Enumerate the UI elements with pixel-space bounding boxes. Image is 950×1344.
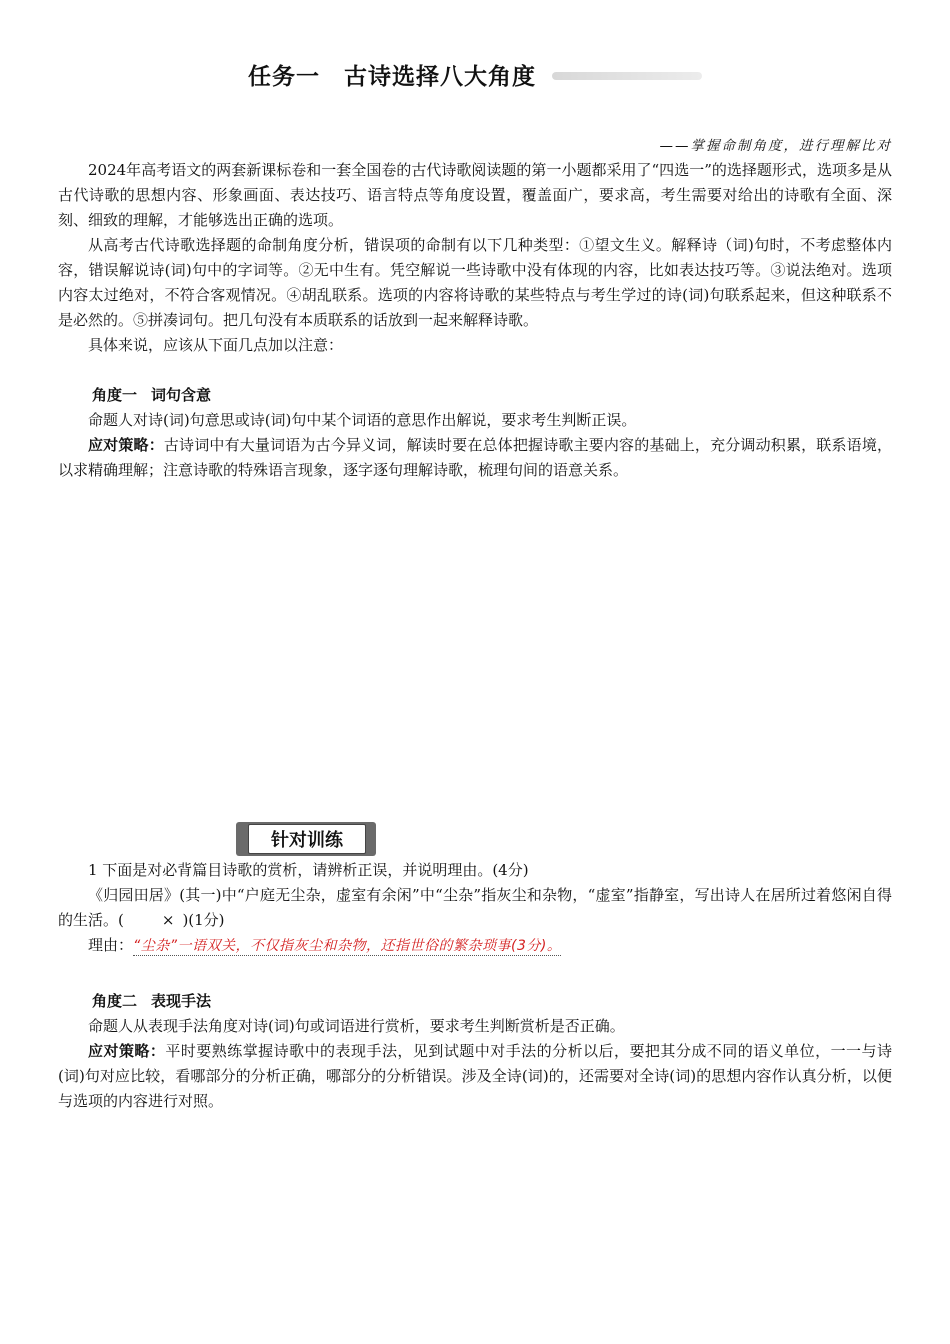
intro-paragraph-1: 2024年高考语文的两套新课标卷和一套全国卷的古代诗歌阅读题的第一小题都采用了“四选一”的选择题形式，选项多是从古代诗歌的思想内容、形象画面、表达技巧、语言特点等角度设置，覆盖面广，要求高，考生需要对给出的诗歌有全面、深刻、细致的理解，才能够选出正确的选项。: [58, 161, 892, 229]
angle1-strategy-label: 应对策略：: [88, 436, 164, 454]
practice-question: 1 下面是对必背篇目诗歌的赏析，请辨析正误，并说明理由。(4分): [88, 861, 529, 879]
practice-section: [58, 858, 892, 959]
page-title-wrap: [248, 58, 536, 94]
practice-statement: [58, 883, 892, 933]
angle1-heading: [92, 384, 211, 405]
page-subtitle: ——掌握命制角度，进行理解比对: [659, 138, 892, 154]
angle1-label: 角度一: [92, 386, 138, 404]
angle1-strategy-text: 古诗词中有大量词语为古今异义词，解读时要在总体把握诗歌主要内容的基础上，充分调动积累，联系语境，以求精确理解；注意诗歌的特殊语言现象，逐字逐句理解诗歌，梳理句间的语意关系。: [58, 436, 892, 479]
practice-badge-label: 针对训练: [248, 824, 366, 854]
title-decoration-bar: [552, 72, 702, 80]
intro-paragraph-3: 具体来说，应该从下面几点加以注意：: [88, 336, 344, 354]
angle2-name: 表现手法: [151, 992, 212, 1010]
practice-reason-label: 理由：: [88, 936, 134, 954]
practice-reason-answer: “尘杂”一语双关，不仅指灰尘和杂物，还指世俗的繁杂琐事(3分)。: [133, 938, 562, 954]
angle2-label: 角度二: [92, 992, 138, 1010]
angle1-name: 词句含意: [151, 386, 212, 404]
angle1-body: [58, 408, 892, 483]
practice-score: )(1分): [182, 911, 225, 929]
page-title: 任务一 古诗选择八大角度: [248, 64, 536, 90]
angle2-body: [58, 1014, 892, 1114]
angle2-heading: [92, 990, 211, 1011]
intro-paragraph-2: 从高考古代诗歌选择题的命制角度分析，错误项的命制有以下几种类型：①望文生义。解释诗（词)句时，不考虑整体内容，错误解说诗(词)句中的字词等。②无中生有。凭空解说一些诗歌中没有体现的内容，比如表达技巧等。③说法绝对。选项内容太过绝对，不符合客观情况。④胡乱联系。选项的内容将诗歌的某些特点与考生学过的诗(词)句联系起来，但这种联系不是必然的。⑤拼凑词句。把几句没有本质联系的话放到一起来解释诗歌。: [58, 236, 892, 329]
angle2-desc: 命题人从表现手法角度对诗(词)句或词语进行赏析，要求考生判断赏析是否正确。: [88, 1017, 625, 1035]
practice-mark: ×: [161, 911, 175, 929]
angle1-desc: 命题人对诗(词)句意思或诗(词)句中某个词语的意思作出解说，要求考生判断正误。: [88, 411, 637, 429]
practice-reason: [58, 933, 892, 959]
angle2-strategy-text: 平时要熟练掌握诗歌中的表现手法，见到试题中对手法的分析以后，要把其分成不同的语义单位，一一与诗(词)句对应比较，看哪部分的分析正确，哪部分的分析错误。涉及全诗(词)的，还需要对全诗(词)的思想内容作认真分析，以便与选项的内容进行对照。: [58, 1042, 892, 1110]
angle1-strategy: [58, 433, 892, 483]
practice-statement-text: 《归园田居》(其一)中“户庭无尘杂，虚室有余闲”中“尘杂”指灰尘和杂物，“虚室”指静室，写出诗人在居所过着悠闲自得的生活。(: [58, 886, 892, 929]
angle2-strategy: [58, 1039, 892, 1114]
practice-badge: [236, 822, 376, 856]
intro-section: [58, 158, 892, 358]
angle2-strategy-label: 应对策略：: [88, 1042, 166, 1060]
